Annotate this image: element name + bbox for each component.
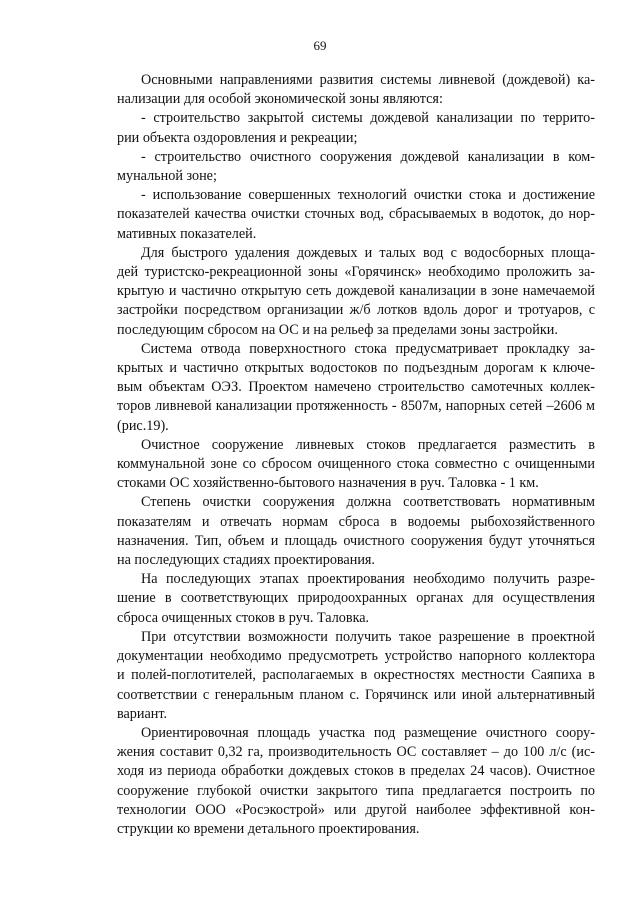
text-line: (рис.19). bbox=[117, 417, 169, 434]
text-line: Для быстрого удаления дождевых и талых вод с водосборных площа- bbox=[141, 244, 595, 261]
text-line: застройки посредством организации ж/б лотков вдоль дорог и тротуаров, с bbox=[117, 302, 595, 319]
text-line: коммунальной зоне со сбросом очищенного стока совместно с очищенными bbox=[117, 456, 595, 473]
text-line: На последующих этапах проектирования необходимо получить разре- bbox=[141, 571, 595, 588]
text-line: мативных показателей. bbox=[117, 225, 257, 242]
paragraph bbox=[117, 186, 595, 244]
text-line: показателям и отвечать нормам сброса в водоемы рыбохозяйственного bbox=[117, 513, 595, 530]
paragraph bbox=[117, 628, 595, 724]
paragraph bbox=[117, 436, 595, 494]
paragraph bbox=[117, 148, 595, 186]
text-line: Ориентировочная площадь участка под размещение очистного соору- bbox=[141, 724, 595, 741]
text-line: технологии ООО «Росэкострой» или другой наиболее эффективной кон- bbox=[117, 801, 595, 818]
text-line: жения составит 0,32 га, производительность ОС составляет – до 100 л/с (ис- bbox=[117, 744, 595, 761]
text-line: Степень очистки сооружения должна соответствовать нормативным bbox=[141, 494, 595, 511]
text-line: вариант. bbox=[117, 705, 168, 722]
text-line: соответствии с генеральным планом с. Горячинск или иной альтернативный bbox=[117, 686, 595, 703]
paragraph bbox=[117, 244, 595, 340]
text-line: - строительство очистного сооружения дождевой канализации в ком- bbox=[141, 148, 595, 165]
text-line: назначения. Тип, объем и площадь очистного сооружения будут уточняться bbox=[117, 532, 595, 549]
text-line: крытую и частично открытую сеть дождевой канализации в зоне намечаемой bbox=[117, 283, 595, 300]
text-line: Очистное сооружение ливневых стоков предлагается разместить в bbox=[141, 436, 595, 453]
page-number: 69 bbox=[313, 38, 327, 53]
text-line: документации необходимо предусмотреть устройство напорного коллектора bbox=[117, 648, 595, 665]
text-line: сооружение глубокой очистки закрытого типа предлагается построить по bbox=[117, 782, 595, 799]
text-line: При отсутствии возможности получить такое разрешение в проектной bbox=[141, 628, 595, 645]
paragraph bbox=[117, 340, 595, 436]
text-line: шение в соответствующих природоохранных органах для осуществления bbox=[117, 590, 595, 607]
text-line: мунальной зоне; bbox=[117, 168, 217, 185]
text-line: струкции ко времени детального проектирования. bbox=[117, 820, 420, 837]
paragraph bbox=[117, 493, 595, 570]
text-line: стоками ОС хозяйственно-бытового назначения в руч. Таловка - 1 км. bbox=[117, 475, 539, 492]
body-text bbox=[117, 71, 595, 839]
text-line: нализации для особой экономической зоны являются: bbox=[117, 91, 443, 108]
paragraph bbox=[117, 71, 595, 109]
text-line: и полей-поглотителей, располагаемых в окрестностях местности Саяпиха в bbox=[117, 667, 595, 684]
paragraph bbox=[117, 724, 595, 839]
text-line: сброса очищенных стоков в руч. Таловка. bbox=[117, 609, 370, 626]
text-line: на последующих стадиях проектирования. bbox=[117, 552, 375, 569]
text-line: - использование совершенных технологий очистки стока и достижение bbox=[141, 187, 595, 204]
text-line: последующим сбросом на ОС и на рельеф за пределами зоны застройки. bbox=[117, 321, 558, 338]
text-line: торов ливневой канализации протяженность - 8507м, напорных сетей –2606 м bbox=[117, 398, 595, 415]
text-line: рии объекта оздоровления и рекреации; bbox=[117, 129, 358, 146]
paragraph bbox=[117, 570, 595, 628]
text-line: показателей качества очистки сточных вод, сбрасываемых в водоток, до нор- bbox=[117, 206, 595, 223]
text-line: Основными направлениями развития системы ливневой (дождевой) ка- bbox=[141, 72, 595, 88]
text-line: крытых и частично открытых водостоков по подъездным дорогам к ключе- bbox=[117, 360, 595, 377]
paragraph bbox=[117, 109, 595, 147]
text-line: вым объектам ОЭЗ. Проектом намечено строительство самотечных коллек- bbox=[117, 379, 595, 396]
text-line: ходя из периода обработки дождевых стоков в пределах 24 часов). Очистное bbox=[117, 763, 595, 780]
text-line: Система отвода поверхностного стока предусматривает прокладку за- bbox=[141, 340, 595, 357]
text-line: - строительство закрытой системы дождевой канализации по террито- bbox=[141, 110, 595, 127]
text-line: дей туристско-рекреационной зоны «Горячинск» необходимо проложить за- bbox=[117, 264, 595, 281]
